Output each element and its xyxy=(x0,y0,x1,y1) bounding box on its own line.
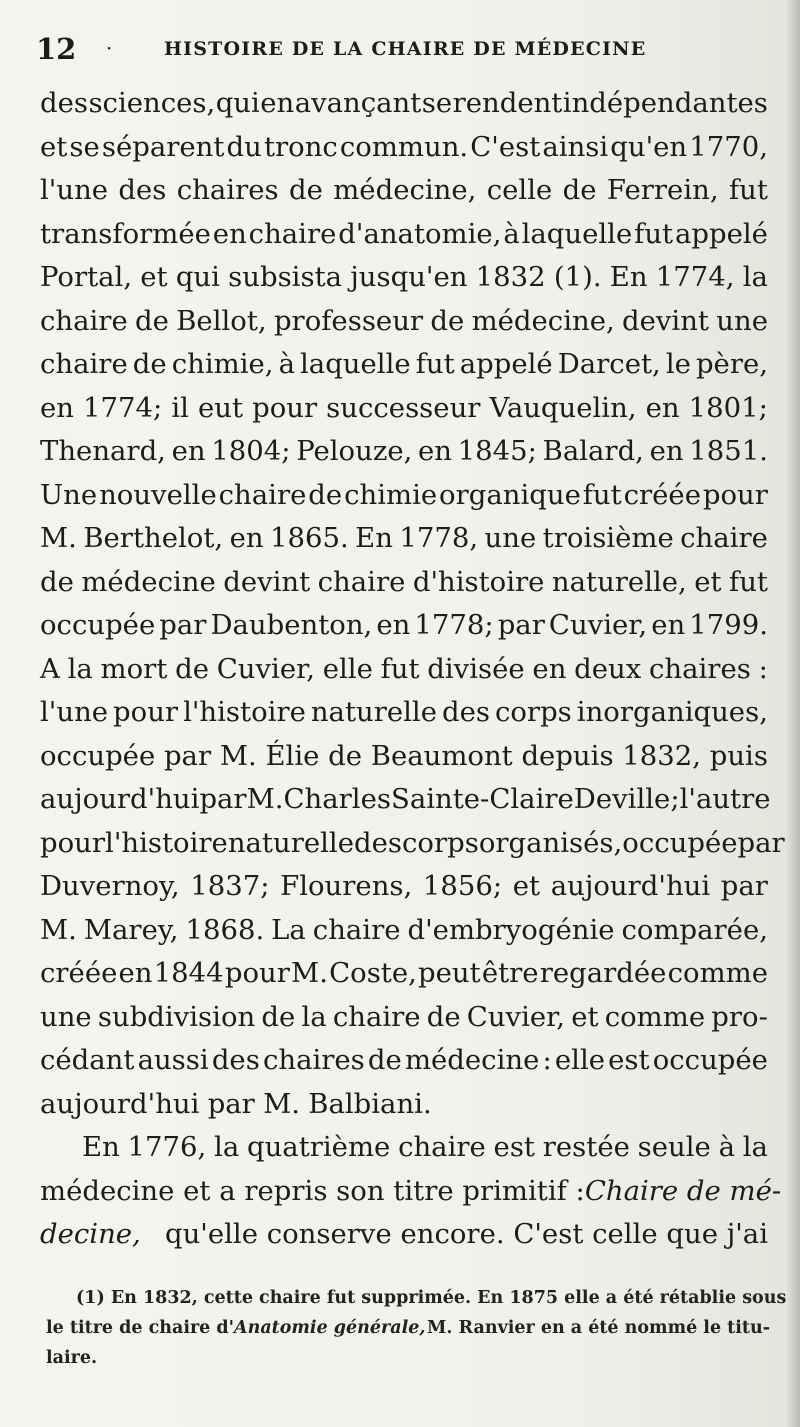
footnotes xyxy=(46,1283,787,1373)
text-line xyxy=(40,1126,768,1170)
word: successeur xyxy=(326,391,481,424)
word: pour xyxy=(113,696,179,728)
word: chimie, xyxy=(171,348,274,380)
word: aujourd'hui xyxy=(40,1087,200,1120)
word: et xyxy=(140,261,168,293)
word: l'histoire xyxy=(183,696,306,728)
word: organique xyxy=(439,478,581,511)
text-line xyxy=(40,213,768,257)
word: en xyxy=(118,957,153,989)
word: Portal, xyxy=(40,261,133,293)
word: En xyxy=(355,522,393,554)
running-title: HISTOIRE DE LA CHAIRE DE MÉDECINE xyxy=(164,38,647,60)
word: en xyxy=(40,391,74,424)
word: 1845; xyxy=(457,435,537,467)
footnote-line xyxy=(46,1283,787,1313)
word: La xyxy=(271,913,306,946)
word: aujourd'hui xyxy=(40,783,200,815)
word: regardée xyxy=(539,957,667,989)
word: 1832, xyxy=(622,739,702,772)
text-line-content: médecine et a repris son titre primitif : xyxy=(40,1174,585,1207)
word: en xyxy=(171,435,206,467)
word: Bellot, xyxy=(176,304,267,337)
word: 1804; xyxy=(211,435,291,467)
word: de xyxy=(367,1044,402,1076)
word: M. xyxy=(263,1087,300,1120)
word: 1776, xyxy=(127,1131,207,1163)
word: à xyxy=(503,217,520,250)
word: par xyxy=(720,870,768,902)
word: Ferrein, xyxy=(606,174,719,206)
word: fut xyxy=(380,652,420,685)
word: pour xyxy=(702,478,768,511)
word: par xyxy=(497,609,545,641)
word: séparent xyxy=(101,130,225,163)
word: (1). xyxy=(553,261,602,293)
word: de xyxy=(430,304,465,337)
footnote-line xyxy=(46,1313,770,1343)
word: Cuvier, xyxy=(216,652,315,685)
word: chaires xyxy=(262,1044,365,1076)
word: Cuvier, xyxy=(548,609,648,641)
word: Vauquelin, xyxy=(489,391,637,424)
word: puis xyxy=(709,739,768,772)
text-line xyxy=(40,735,768,779)
word: elle xyxy=(554,1044,606,1076)
text-line xyxy=(40,909,768,953)
word: de xyxy=(288,174,323,206)
word: de xyxy=(132,348,167,380)
word: naturelle xyxy=(310,696,437,728)
word: et xyxy=(40,130,68,163)
word: Deville; xyxy=(573,783,680,815)
word: Une xyxy=(40,478,98,511)
text-line xyxy=(40,691,768,735)
word: la xyxy=(742,261,768,293)
word: subdivision xyxy=(97,1000,256,1033)
word: de xyxy=(562,174,597,206)
word: occupée xyxy=(40,739,156,772)
word: l'histoire xyxy=(105,826,228,859)
word: Balbiani. xyxy=(308,1087,432,1120)
word: tronc xyxy=(263,130,338,163)
text-line xyxy=(40,300,768,344)
text-line-content: qu'elle conserve encore. C'est celle que j'ai xyxy=(164,1218,768,1250)
word: pour xyxy=(40,826,106,859)
word: la xyxy=(301,1000,327,1033)
word: la xyxy=(742,1131,768,1163)
word: 1837; xyxy=(190,870,270,902)
text-line xyxy=(40,343,768,387)
text-line xyxy=(40,82,768,126)
word: occupée xyxy=(40,609,156,641)
word: en xyxy=(212,217,247,250)
word: Pelouze, xyxy=(296,435,413,467)
word: chaires xyxy=(176,174,279,206)
word: 1778, xyxy=(399,522,479,554)
word: qui xyxy=(175,261,220,293)
paragraph-1 xyxy=(40,82,785,1126)
text-line xyxy=(40,604,768,648)
word: seule xyxy=(637,1131,711,1163)
word: fut xyxy=(415,348,455,380)
word: 1856; xyxy=(422,870,503,902)
word: Berthelot, xyxy=(83,522,224,554)
word: médecine, xyxy=(471,304,615,337)
word: des xyxy=(211,1044,260,1076)
word: occupée xyxy=(652,1044,768,1076)
word: devint xyxy=(223,565,311,598)
word: eut xyxy=(198,391,244,424)
word: indépendantes xyxy=(562,87,768,119)
word: depuis xyxy=(521,739,614,772)
text-line xyxy=(40,822,785,866)
word: de xyxy=(135,304,169,337)
word: M. xyxy=(40,913,77,946)
word: en xyxy=(229,522,264,554)
word: M. xyxy=(291,957,328,989)
word: Balard, xyxy=(542,435,644,467)
word: se xyxy=(421,87,453,119)
word: chaire xyxy=(40,304,128,337)
word: nouvelle xyxy=(99,478,217,511)
word: appelé xyxy=(459,348,553,380)
word: 1801; xyxy=(688,391,768,424)
word: comme xyxy=(604,1000,706,1033)
text-line xyxy=(40,430,768,474)
word: des xyxy=(118,174,167,206)
word: jusqu'en xyxy=(350,261,468,293)
word: chaire xyxy=(312,913,401,946)
text-line xyxy=(40,648,768,692)
word: et xyxy=(512,870,541,902)
word: troisième xyxy=(542,522,674,554)
footnote-line xyxy=(46,1343,770,1373)
word: rendent xyxy=(452,87,563,119)
word: par xyxy=(163,739,212,772)
word: comme xyxy=(667,957,768,989)
text-line xyxy=(40,1039,768,1083)
word: chaire xyxy=(218,478,307,511)
word: occupée xyxy=(622,826,738,859)
word: 1778; xyxy=(414,609,494,641)
word: aujourd'hui xyxy=(550,870,711,902)
word: du xyxy=(226,130,262,163)
word: et xyxy=(571,1000,599,1033)
word: En xyxy=(82,1131,120,1163)
word: 1844 xyxy=(153,957,224,989)
word: mort xyxy=(100,652,168,685)
word: corps xyxy=(494,696,572,728)
word: est xyxy=(493,1131,535,1163)
word: qu'en xyxy=(610,130,688,163)
page-header xyxy=(36,32,766,72)
word: corps xyxy=(401,826,479,859)
footnote-text: laire. xyxy=(46,1348,98,1368)
word: fut xyxy=(634,217,674,250)
word: en xyxy=(649,435,684,467)
word: Duvernoy, xyxy=(40,870,180,902)
word: qui xyxy=(215,87,260,119)
word: des xyxy=(353,826,402,859)
word: naturelle xyxy=(227,826,354,859)
word: En xyxy=(609,261,648,293)
word: une xyxy=(484,522,537,554)
text-line xyxy=(40,126,768,170)
word: chaires xyxy=(649,652,751,685)
word: par xyxy=(159,609,207,641)
word: ainsi xyxy=(542,130,609,163)
word: restée xyxy=(542,1131,630,1163)
word: la xyxy=(67,652,93,685)
word: laquelle xyxy=(521,217,633,250)
footnote-text: (1) En 1832, cette chaire fut supprimée. En 1875 elle a été rétablie sous xyxy=(76,1288,787,1308)
word: Flourens, xyxy=(280,870,413,902)
word: Marey, xyxy=(83,913,179,946)
word: à xyxy=(278,348,295,380)
word: subsista xyxy=(228,261,343,293)
word: est xyxy=(608,1044,650,1076)
word: d'embryogénie xyxy=(407,913,615,946)
word: deux xyxy=(574,652,642,685)
word: en xyxy=(418,435,453,467)
text-line xyxy=(40,387,768,431)
word: C'est xyxy=(470,130,541,163)
text-line xyxy=(40,169,768,213)
word: en xyxy=(376,609,411,641)
text-line xyxy=(40,996,768,1040)
word: une xyxy=(40,1000,92,1033)
word: et xyxy=(694,565,722,598)
word: Élie xyxy=(265,739,320,772)
word: des xyxy=(441,696,490,728)
word: aussi xyxy=(137,1044,209,1076)
word: père, xyxy=(695,348,768,380)
word: une xyxy=(716,304,768,337)
word: en xyxy=(532,652,567,685)
word: chaire xyxy=(248,217,337,250)
word: Cuvier, xyxy=(466,1000,566,1033)
word: fut xyxy=(582,478,622,511)
word: l'une xyxy=(40,696,109,728)
word: de xyxy=(40,565,74,598)
word: par xyxy=(737,826,785,859)
word: elle xyxy=(322,652,373,685)
word: Darcet, xyxy=(557,348,661,380)
word: par xyxy=(199,783,247,815)
word: Beaumont xyxy=(370,739,513,772)
word: 1799. xyxy=(689,609,768,641)
word: transformée xyxy=(40,217,211,250)
footnote-text: M. Ranvier en a été nommé le titu- xyxy=(427,1318,770,1338)
page-gutter-shadow xyxy=(786,0,800,1427)
word: chaire xyxy=(398,1131,486,1163)
word: : xyxy=(542,1044,552,1076)
paragraph-2 xyxy=(40,1126,782,1257)
word: comparée, xyxy=(621,913,768,946)
word: quatrième xyxy=(246,1131,391,1163)
word: divisée xyxy=(427,652,525,685)
word: naturelle, xyxy=(551,565,687,598)
word: fut xyxy=(728,174,768,206)
word: de xyxy=(426,1000,461,1033)
word: chimie xyxy=(344,478,438,511)
word: se xyxy=(69,130,100,163)
word: il xyxy=(171,391,189,424)
footnote-italic-text: Anatomie générale, xyxy=(234,1318,426,1338)
text-line xyxy=(40,1170,782,1214)
word: pour xyxy=(224,957,290,989)
word: en xyxy=(651,609,686,641)
word: de xyxy=(308,478,343,511)
word: de xyxy=(328,739,363,772)
word: 1774, xyxy=(655,261,735,293)
text-line xyxy=(40,561,768,605)
text-line-content xyxy=(82,1126,768,1170)
word: Sainte-Claire xyxy=(390,783,574,815)
word: devint xyxy=(622,304,709,337)
text-line xyxy=(40,474,768,518)
word: avançant xyxy=(294,87,422,119)
text-line xyxy=(40,1083,768,1127)
word: pro- xyxy=(711,1000,768,1033)
word: médecine xyxy=(81,565,216,598)
text-line xyxy=(40,778,771,822)
word: cédant xyxy=(40,1044,135,1076)
word: Coste, xyxy=(329,957,417,989)
page-number: 12 xyxy=(36,32,77,66)
word: commun. xyxy=(339,130,469,163)
word: à xyxy=(718,1131,735,1163)
italic-title-text: Chaire de mé- xyxy=(584,1174,782,1207)
word: la xyxy=(214,1131,240,1163)
word: 1865. xyxy=(269,522,349,554)
word: appelé xyxy=(674,217,768,250)
word: 1832 xyxy=(475,261,546,293)
word: le xyxy=(665,348,691,380)
word: 1868. xyxy=(185,913,265,946)
text-line xyxy=(40,256,768,300)
word: fut xyxy=(729,565,768,598)
word: A xyxy=(40,652,60,685)
header-dot: · xyxy=(106,36,113,60)
word: 1774; xyxy=(83,391,163,424)
word: Charles xyxy=(283,783,391,815)
word: médecine, xyxy=(333,174,477,206)
word: sciences, xyxy=(88,87,216,119)
text-line xyxy=(40,517,768,561)
word: inorganiques, xyxy=(576,696,768,728)
word: M. xyxy=(246,783,284,815)
word: chaire xyxy=(332,1000,421,1033)
word: en xyxy=(260,87,295,119)
word: Thenard, xyxy=(40,435,166,467)
word: M. xyxy=(40,522,77,554)
footnote-text-part xyxy=(46,1313,425,1343)
word: créée xyxy=(40,957,118,989)
word: Daubenton, xyxy=(210,609,373,641)
word: : xyxy=(758,652,768,685)
word: organisés, xyxy=(478,826,623,859)
word: d'histoire xyxy=(412,565,545,598)
footnote-text: le titre de chaire d' xyxy=(46,1318,235,1338)
italic-title-text: decine, xyxy=(40,1218,141,1250)
word: laquelle xyxy=(300,348,411,380)
word: celle xyxy=(486,174,553,206)
word: chaire xyxy=(40,348,128,380)
word: 1770, xyxy=(689,130,768,163)
word: l'une xyxy=(40,174,109,206)
text-line xyxy=(40,1213,768,1257)
word: médecine xyxy=(404,1044,540,1076)
word: l'autre xyxy=(679,783,771,815)
word: créée xyxy=(623,478,701,511)
word: être xyxy=(481,957,539,989)
body-text xyxy=(40,82,785,1257)
word: par xyxy=(207,1087,255,1120)
word: peut xyxy=(418,957,481,989)
word: chaire xyxy=(317,565,406,598)
word: chaire xyxy=(680,522,768,554)
word: M. xyxy=(219,739,257,772)
word: des xyxy=(40,87,88,119)
word: d'anatomie, xyxy=(338,217,502,250)
text-line xyxy=(40,952,768,996)
word: 1851. xyxy=(689,435,768,467)
word: de xyxy=(175,652,210,685)
word: en xyxy=(645,391,680,424)
word: pour xyxy=(252,391,318,424)
text-line xyxy=(40,865,768,909)
word: de xyxy=(261,1000,296,1033)
word: professeur xyxy=(273,304,424,337)
